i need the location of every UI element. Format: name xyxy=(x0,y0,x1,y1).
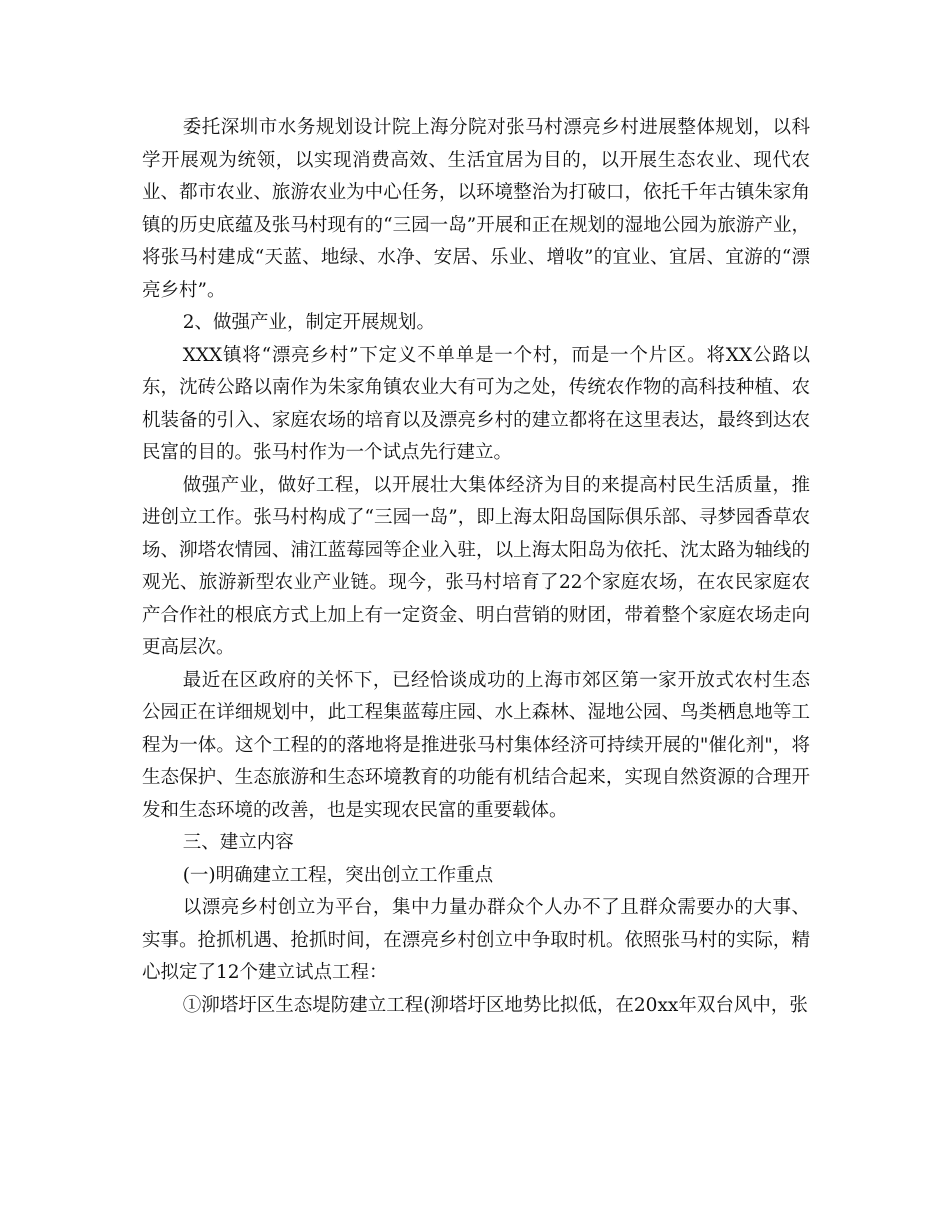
paragraph-industry-projects: 做强产业，做好工程，以开展壮大集体经济为目的来提高村民生活质量，推进创立工作。张马村构成了“三园一岛”，即上海太阳岛国际俱乐部、寻梦园香草农场、泖塔农情园、浦江蓝莓园等企业入驻，以上海太阳岛为依托、沈太路为轴线的观光、旅游新型农业产业链。现今，张马村培育了22个家庭农场，在农民家庭农产合作社的根底方式上加上有一定资金、明白营销的财团，带着整个家庭农场走向更高层次。 xyxy=(142,474,810,658)
document-body xyxy=(142,112,810,1022)
paragraph-platform: 以漂亮乡村创立为平台，集中力量办群众个人办不了且群众需要办的大事、实事。抢抓机遇、抢抓时间，在漂亮乡村创立中争取时机。依照张马村的实际，精心拟定了12个建立试点工程： xyxy=(142,897,810,983)
subsection-heading-projects: (一)明确建立工程，突出创立工作重点 xyxy=(182,864,494,886)
paragraph-project-1: ①泖塔圩区生态堤防建立工程(泖塔圩区地势比拟低，在20xx年双台风中，张 xyxy=(182,994,808,1016)
paragraph-town-definition: XXX镇将“漂亮乡村”下定义不单单是一个村，而是一个片区。将XX公路以东，沈砖公路以南作为朱家角镇农业大有可为之处，传统农作物的高科技种植、农机装备的引入、家庭农场的培育以及漂亮乡村的建立都将在这里表达，最终到达农民富的目的。张马村作为一个试点先行建立。 xyxy=(142,344,810,463)
paragraph-planning: 委托深圳市水务规划设计院上海分院对张马村漂亮乡村进展整体规划，以科学开展观为统领，以实现消费高效、生活宜居为目的，以开展生态农业、现代农业、都市农业、旅游农业为中心任务，以环境整治为打破口，依托千年古镇朱家角镇的历史底蕴及张马村现有的“三园一岛”开展和正在规划的湿地公园为旅游产业，将张马村建成“天蓝、地绿、水净、安居、乐业、增收”的宜业、宜居、宜游的“漂亮乡村”。 xyxy=(142,117,810,301)
paragraph-ecological-park: 最近在区政府的关怀下，已经恰谈成功的上海市郊区第一家开放式农村生态公园正在详细规划中，此工程集蓝莓庄园、水上森林、湿地公园、鸟类栖息地等工程为一体。这个工程的的落地将是推进张马村集体经济可持续开展的"催化剂"，将生态保护、生态旅游和生态环境教育的功能有机结合起来，实现自然资源的合理开发和生态环境的改善，也是实现农民富的重要载体。 xyxy=(142,669,810,821)
section-heading-construction-content: 三、建立内容 xyxy=(182,832,294,853)
section-heading-strengthen-industry: 2、做强产业，制定开展规划。 xyxy=(182,312,435,333)
